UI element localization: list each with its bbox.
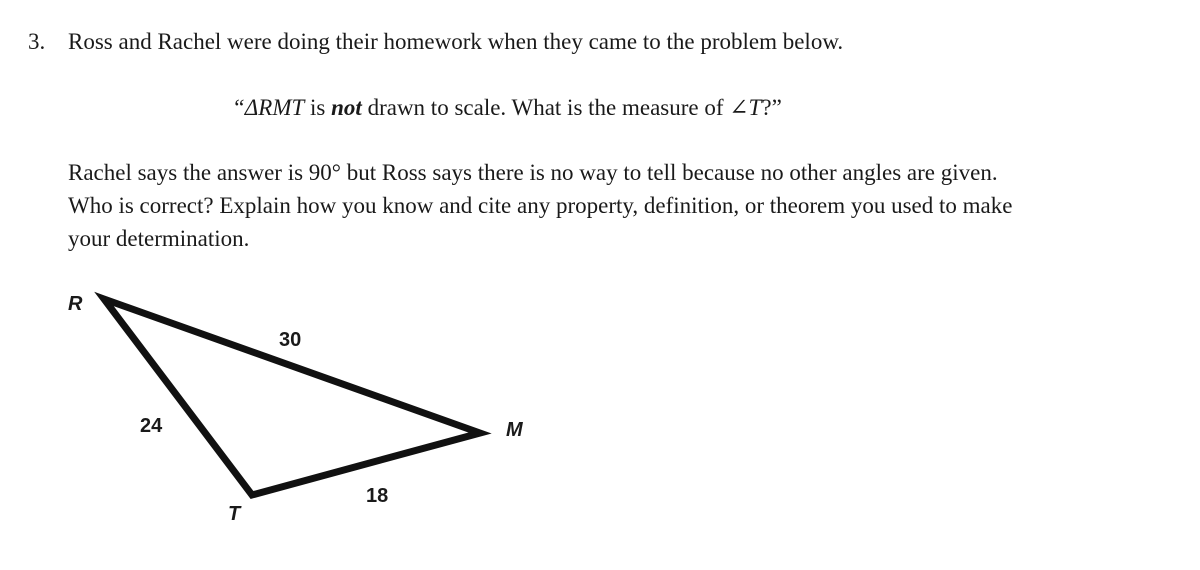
side-label-rt: 24 xyxy=(140,415,163,437)
problem-statement xyxy=(28,26,1178,58)
triangle-figure xyxy=(60,285,540,545)
quote-angle: ∠T xyxy=(729,95,762,120)
quote-close: ?” xyxy=(761,95,782,120)
problem-intro: Ross and Rachel were doing their homework when they came to the problem below. xyxy=(68,29,844,54)
quote-triangle: “ΔRMT xyxy=(232,95,305,120)
paragraph-line: your determination. xyxy=(68,226,250,251)
paragraph-line: Rachel says the answer is 90° but Ross says there is no way to tell because no other angles are given. xyxy=(68,160,998,185)
side-label-tm: 18 xyxy=(366,485,389,507)
problem-paragraph xyxy=(68,156,1178,255)
triangle-diagram xyxy=(60,285,540,545)
problem-quote xyxy=(232,92,782,124)
vertex-label-r: R xyxy=(68,293,83,315)
vertex-label-t: T xyxy=(228,503,241,525)
problem-number: 3. xyxy=(28,29,46,54)
vertex-label-m: M xyxy=(506,419,523,441)
problem-intro-line xyxy=(28,26,1178,58)
quote-emphasis: not xyxy=(331,95,362,120)
quote-text-2: drawn to scale. What is the measure of xyxy=(361,95,730,120)
quote-text-1: is xyxy=(304,95,332,120)
side-label-rm: 30 xyxy=(279,329,302,351)
paragraph-line: Who is correct? Explain how you know and cite any property, definition, or theorem you used to make xyxy=(68,193,1013,218)
